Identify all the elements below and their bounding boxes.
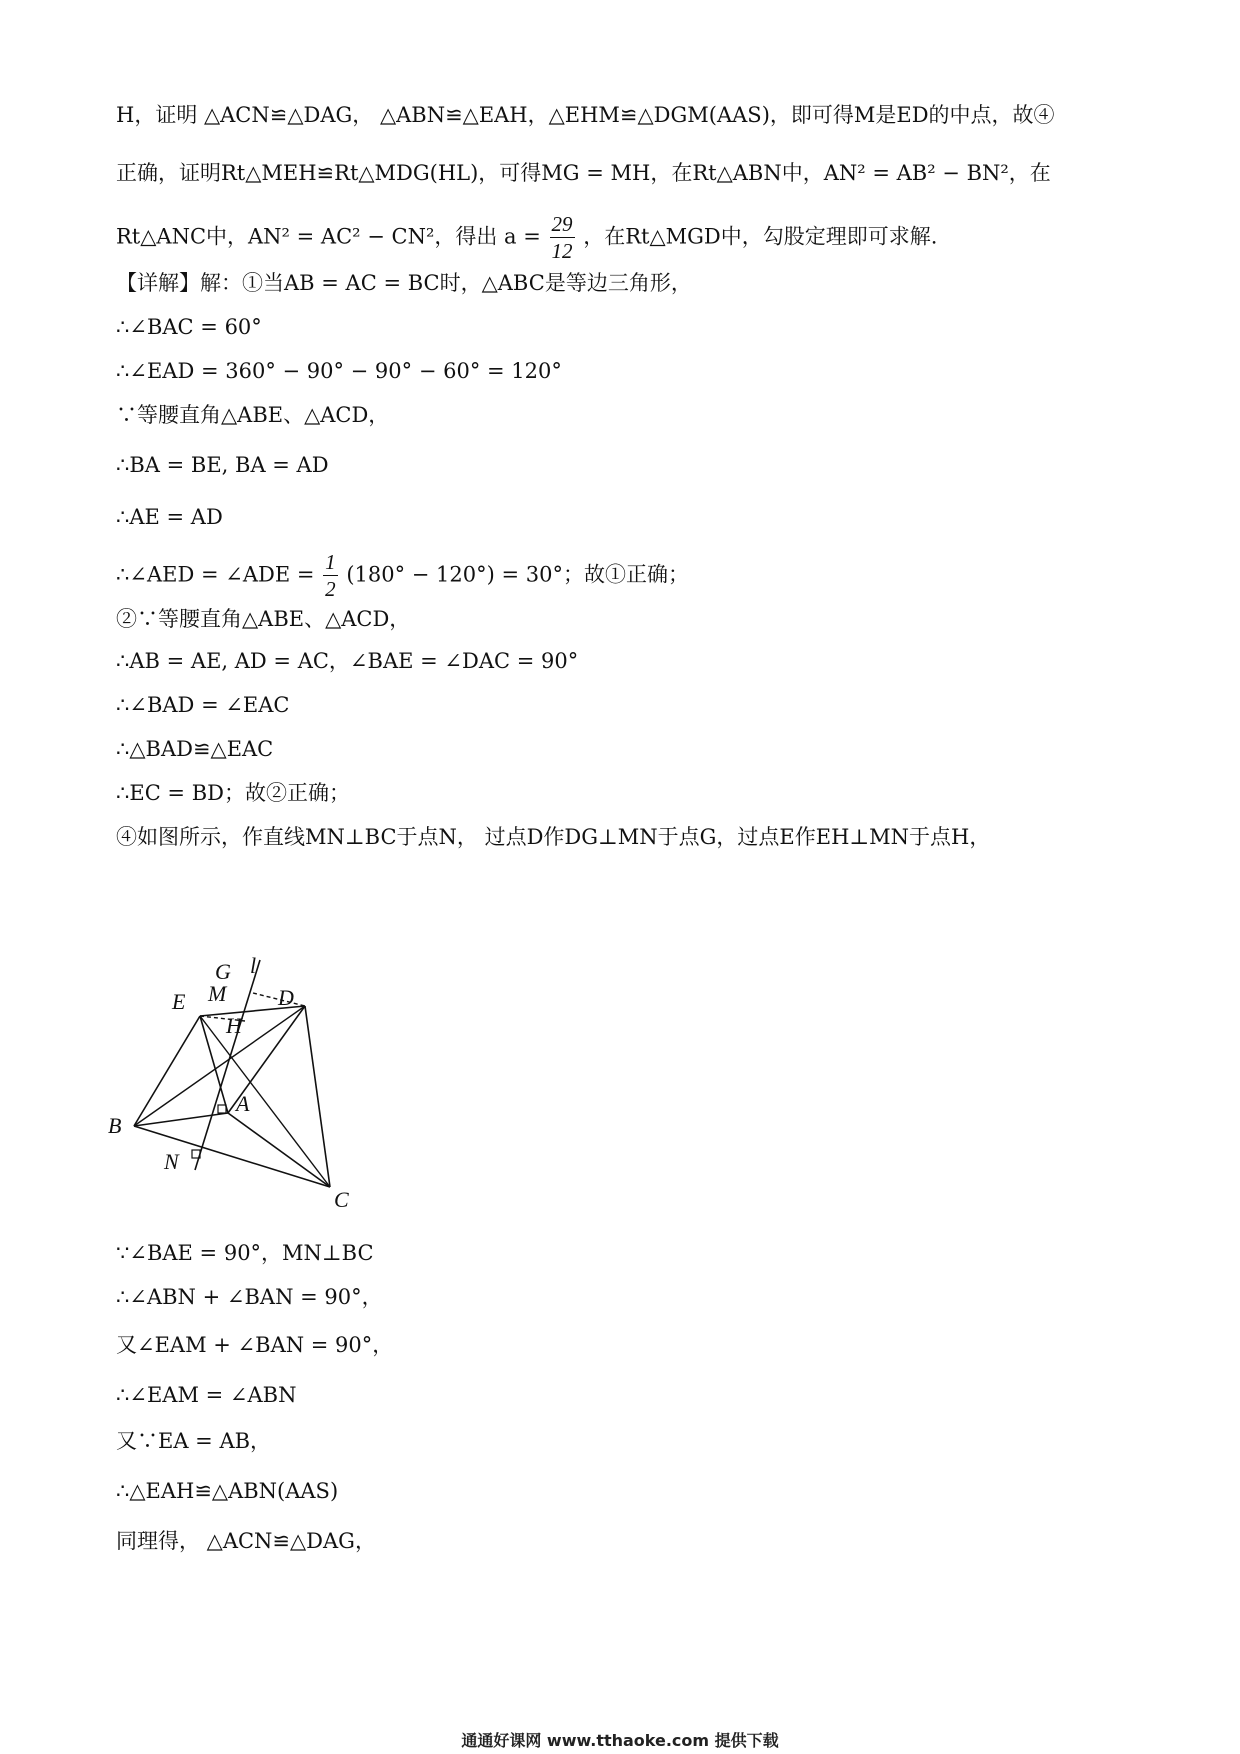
- label-C: C: [334, 1187, 349, 1212]
- text-line: ∴∠ABN + ∠BAN = 90°，: [116, 1285, 383, 1309]
- text-line: ∴∠EAD = 360° − 90° − 90° − 60° = 120°: [116, 359, 562, 383]
- fraction-denominator: 2: [325, 577, 336, 601]
- text-segment: (180° − 120°) = 30°；故①正确；: [346, 562, 689, 587]
- right-angle-mark-A: [218, 1105, 226, 1113]
- text-line: ∵等腰直角△ABE、△ACD，: [116, 403, 390, 427]
- text-line: 又∠EAM + ∠BAN = 90°，: [116, 1333, 394, 1357]
- label-M: M: [208, 981, 227, 1006]
- text-line: ②∵等腰直角△ABE、△ACD，: [116, 607, 411, 631]
- text-line: ∴AE = AD: [116, 505, 223, 529]
- text-line: ∴EC = BD；故②正确；: [116, 781, 350, 805]
- text-line: H，证明 △ACN≌△DAG， △ABN≌△EAH，△EHM≌△DGM(AAS)，即可得M是ED的中点，故④: [116, 103, 1055, 127]
- fraction-numerator: 29: [551, 212, 573, 236]
- text-line: ∴AB = AE, AD = AC，∠BAE = ∠DAC = 90°: [116, 649, 579, 673]
- text-line: ∴∠BAD = ∠EAC: [116, 693, 290, 717]
- label-N: N: [164, 1149, 179, 1174]
- text-line-with-fraction: [116, 552, 1120, 600]
- text-line: 正确，证明Rt△MEH≌Rt△MDG(HL)，可得MG = MH，在Rt△ABN中，AN² = AB² − BN²，在: [116, 161, 1051, 185]
- text-line-with-fraction: [116, 214, 1120, 262]
- line-l: [195, 960, 260, 1170]
- segment-AC: [228, 1113, 330, 1187]
- text-line: 【详解】解：①当AB = AC = BC时，△ABC是等边三角形，: [116, 271, 692, 295]
- text-line: ∴△BAD≌△EAC: [116, 737, 274, 761]
- geometry-diagram: [100, 955, 380, 1215]
- label-D: D: [278, 985, 294, 1010]
- segment-EA: [200, 1016, 228, 1113]
- fraction-half: [323, 552, 338, 600]
- text-line: ∴△EAH≌△ABN(AAS): [116, 1479, 339, 1503]
- footer-watermark: 通通好课网 www.tthaoke.com 提供下载: [461, 1731, 779, 1750]
- text-segment: Rt△ANC中，AN² = AC² − CN²，得出 a =: [116, 224, 541, 249]
- fraction-a: [550, 214, 575, 262]
- text-segment: ，在Rt△MGD中，勾股定理即可求解.: [583, 224, 938, 249]
- label-A: A: [236, 1091, 250, 1116]
- fraction-numerator: 1: [325, 550, 336, 574]
- label-B: B: [108, 1113, 122, 1138]
- text-segment: ∴∠AED = ∠ADE =: [116, 562, 315, 587]
- text-line: ④如图所示，作直线MN⊥BC于点N， 过点D作DG⊥MN于点G，过点E作EH⊥MN于点H，: [116, 825, 991, 849]
- label-H: H: [226, 1013, 242, 1038]
- segment-BA: [134, 1113, 228, 1126]
- text-line: ∴BA = BE, BA = AD: [116, 453, 329, 477]
- text-line: 同理得， △ACN≌△DAG，: [116, 1529, 376, 1553]
- label-G: G: [215, 959, 231, 984]
- segment-BD: [134, 1006, 305, 1126]
- segment-BE: [134, 1016, 200, 1126]
- label-l: l: [250, 955, 257, 978]
- label-E: E: [172, 989, 186, 1014]
- text-line: 又∵EA = AB，: [116, 1429, 272, 1453]
- text-line: ∵∠BAE = 90°，MN⊥BC: [116, 1241, 374, 1265]
- text-line: ∴∠EAM = ∠ABN: [116, 1383, 297, 1407]
- text-line: ∴∠BAC = 60°: [116, 315, 262, 339]
- fraction-denominator: 12: [551, 239, 573, 263]
